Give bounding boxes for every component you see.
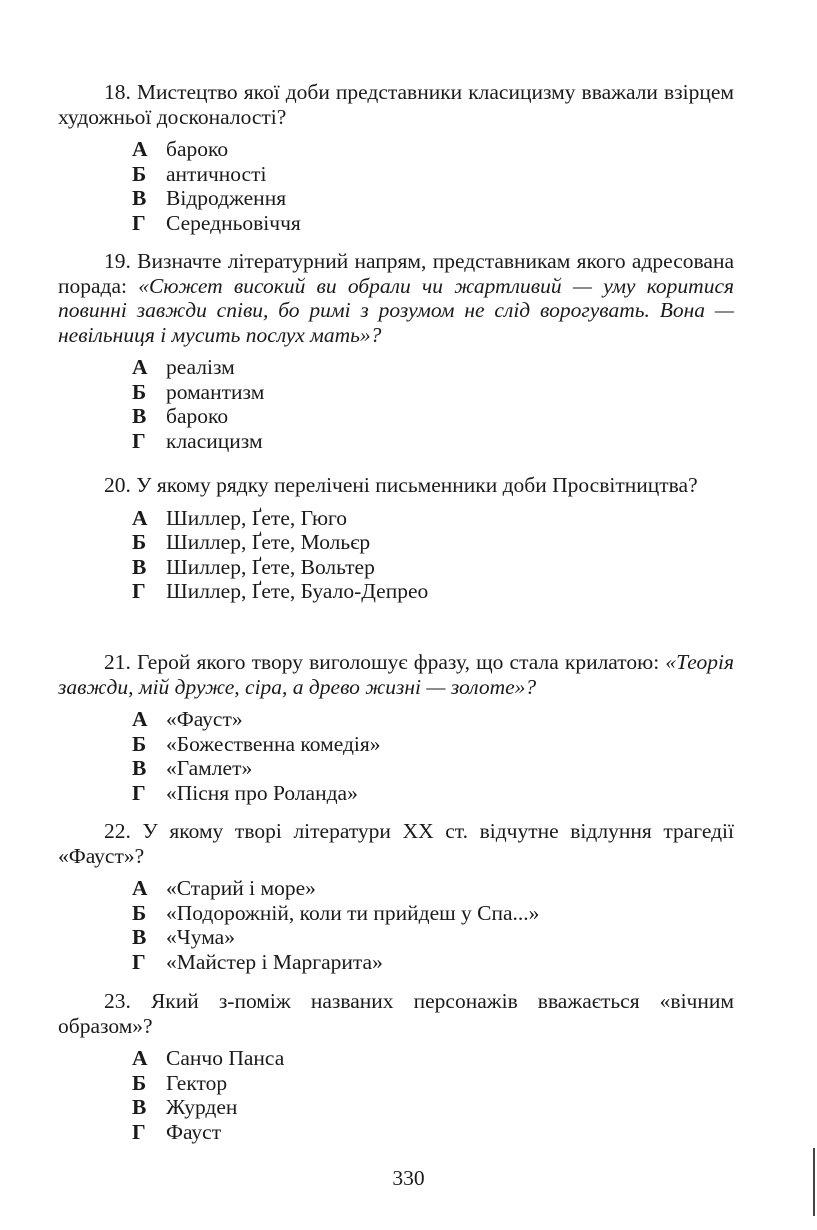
answer-option — [132, 925, 734, 950]
option-text: «Гамлет» — [166, 756, 253, 780]
question-18 — [58, 80, 734, 235]
option-letter: А — [132, 355, 148, 379]
option-text: античності — [166, 161, 267, 186]
option-letter: Г — [132, 780, 146, 805]
option-letter: А — [132, 707, 148, 731]
answer-option — [132, 506, 734, 531]
option-text: Шиллер, Ґете, Вольтер — [166, 554, 375, 579]
question-stem — [58, 80, 734, 129]
option-text: «Старий і море» — [166, 876, 316, 900]
question-stem — [58, 249, 734, 347]
answer-option — [132, 211, 734, 236]
option-text: «Фауст» — [166, 707, 243, 731]
answer-option — [132, 429, 734, 454]
question-stem — [58, 650, 734, 699]
question-stem-text: 18. Мистецтво якої доби представники класицизму вважали взірцем художньої досконалості? — [58, 80, 734, 129]
question-stem-text: 23. Який з-поміж названих персонажів вважається «вічним образом»? — [58, 989, 734, 1038]
answer-option — [132, 1120, 734, 1145]
answer-option — [132, 186, 734, 211]
answer-option — [132, 1071, 734, 1096]
answer-option — [132, 162, 734, 187]
question-stem — [58, 473, 734, 498]
answer-option — [132, 1046, 734, 1071]
option-text: класицизм — [166, 428, 263, 453]
option-letter: Б — [132, 1070, 147, 1095]
answer-options — [132, 506, 734, 604]
answer-option — [132, 404, 734, 429]
answer-option — [132, 555, 734, 580]
question-quote: «Теорія завжди, мій друже, сіра, а древо жизні — золоте»? — [58, 650, 734, 699]
question-quote: «Сюжет високий ви обрали чи жартливий — уму коритися повинні завжди співи, бо римі з розумом не слід ворогувать. Вона — невільниця і мусить послух мать»? — [58, 273, 734, 347]
option-text: Шиллер, Ґете, Мольєр — [166, 530, 371, 554]
option-text: «Подорожній, коли ти прийдеш у Спа...» — [166, 900, 540, 925]
option-letter: Б — [132, 731, 147, 756]
question-stem — [58, 819, 734, 868]
option-text: Шиллер, Ґете, Буало-Депрео — [166, 579, 429, 603]
question-stem-text: 19. Визначте літературний напрям, представникам якого адресована порада: — [58, 249, 734, 298]
option-letter: Г — [132, 1119, 146, 1144]
answer-option — [132, 380, 734, 405]
answer-option — [132, 137, 734, 162]
option-letter: В — [132, 554, 147, 579]
question-23 — [58, 989, 734, 1144]
option-letter: Г — [132, 579, 146, 603]
option-letter: А — [132, 505, 148, 530]
answer-option — [132, 355, 734, 380]
answer-option — [132, 876, 734, 901]
option-text: реалізм — [166, 355, 235, 379]
question-20 — [58, 473, 734, 604]
option-letter: Б — [132, 530, 147, 554]
option-letter: А — [132, 1046, 148, 1070]
question-stem-text: 22. У якому творі літератури XX ст. відчутне відлуння трагедії «Фауст»? — [58, 819, 734, 868]
option-text: романтизм — [166, 379, 265, 404]
question-21 — [58, 650, 734, 805]
answer-option — [132, 1095, 734, 1120]
answer-options — [132, 137, 734, 235]
page-edge-mark — [813, 1148, 815, 1216]
option-text: Фауст — [166, 1119, 222, 1144]
option-text: «Божественна комедія» — [166, 731, 381, 756]
option-text: Відродження — [166, 186, 287, 210]
answer-options — [132, 707, 734, 805]
question-stem-text: 20. У якому рядку перелічені письменники доби Просвітництва? — [104, 473, 698, 497]
question-22 — [58, 819, 734, 974]
option-letter: Б — [132, 900, 147, 925]
answer-option — [132, 707, 734, 732]
option-text: «Пісня про Роланда» — [166, 780, 358, 805]
option-letter: А — [132, 876, 148, 900]
option-text: бароко — [166, 404, 229, 428]
option-letter: А — [132, 137, 148, 161]
answer-options — [132, 1046, 734, 1144]
option-letter: Г — [132, 428, 146, 453]
option-text: Журден — [166, 1095, 238, 1119]
question-stem-text: 21. Герой якого твору виголошує фразу, що стала крилатою: — [104, 650, 666, 674]
option-text: «Чума» — [166, 925, 235, 949]
answer-option — [132, 950, 734, 975]
option-text: Середньовіччя — [166, 210, 301, 235]
answer-options — [132, 355, 734, 453]
option-letter: В — [132, 925, 147, 949]
option-text: «Майстер і Маргарита» — [166, 949, 383, 974]
answer-option — [132, 732, 734, 757]
answer-option — [132, 530, 734, 555]
answer-options — [132, 876, 734, 974]
option-letter: Г — [132, 210, 146, 235]
option-letter: В — [132, 404, 147, 428]
answer-option — [132, 901, 734, 926]
option-letter: Б — [132, 161, 147, 186]
question-stem — [58, 989, 734, 1038]
option-letter: В — [132, 756, 147, 780]
option-text: бароко — [166, 137, 229, 161]
option-text: Санчо Панса — [166, 1046, 285, 1070]
answer-option — [132, 781, 734, 806]
option-letter: В — [132, 186, 147, 210]
question-19 — [58, 249, 734, 453]
answer-option — [132, 579, 734, 604]
option-letter: Б — [132, 379, 147, 404]
option-text: Гектор — [166, 1070, 228, 1095]
page-number: 330 — [392, 1166, 425, 1190]
option-letter: Г — [132, 949, 146, 974]
answer-option — [132, 756, 734, 781]
option-letter: В — [132, 1095, 147, 1119]
option-text: Шиллер, Ґете, Гюго — [166, 505, 348, 530]
